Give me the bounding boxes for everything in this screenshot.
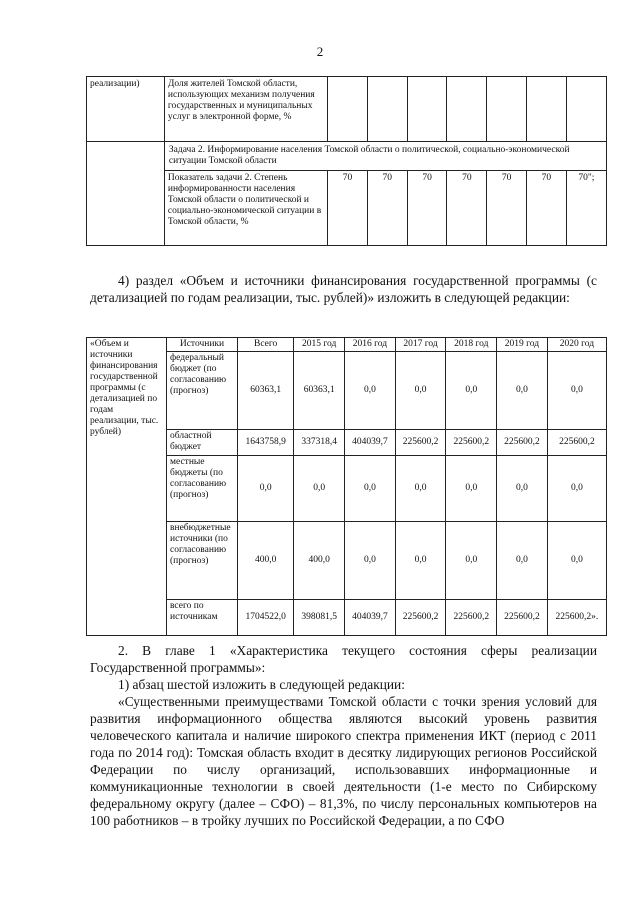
value-cell: 0,0 (547, 352, 606, 430)
value-cell: 225600,2 (547, 430, 606, 456)
empty-cell (566, 77, 606, 142)
value-cell: 337318,4 (294, 430, 345, 456)
source-total: всего по источникам (167, 600, 238, 636)
indicator-1-label: Доля жителей Томской области, использующих механизм получения государственных и муниципальных услуг в электронной форме, % (164, 77, 327, 142)
page-number: 2 (316, 44, 324, 59)
chapter-paragraph: 2. В главе 1 «Характеристика текущего состояния сферы реализации Государственной программы»: (90, 643, 597, 675)
section-4-paragraph: 4) раздел «Объем и источники финансирования государственной программы (с детализацией по годам реализации, тыс. рублей)» изложить в следующей редакции: (90, 273, 597, 305)
source-extrabudgetary: внебюджетные источники (по согласованию (прогноз) (167, 522, 238, 600)
value-cell: 225600,2 (497, 600, 548, 636)
value-cell: 404039,7 (345, 430, 396, 456)
value-cell: 0,0 (345, 352, 396, 430)
source-local: местные бюджеты (по согласованию (прогноз) (167, 456, 238, 522)
funding-table (86, 337, 607, 636)
empty-cell (367, 77, 407, 142)
header-year: 2019 год (497, 338, 548, 352)
value-cell: 0,0 (446, 522, 497, 600)
indicator-2-value: 70 (447, 171, 487, 246)
empty-cell (328, 77, 368, 142)
value-cell: 0,0 (547, 522, 606, 600)
header-year: 2016 год (345, 338, 396, 352)
indicator-2-value: 70"; (566, 171, 606, 246)
value-cell: 225600,2 (497, 430, 548, 456)
item-1-paragraph: 1) абзац шестой изложить в следующей редакции: (118, 677, 405, 692)
value-cell: 225600,2 (395, 600, 446, 636)
empty-cell (487, 77, 527, 142)
value-cell: 0,0 (345, 522, 396, 600)
empty-cell (407, 77, 447, 142)
value-cell: 0,0 (395, 352, 446, 430)
value-cell: 225600,2». (547, 600, 606, 636)
indicator-2-value: 70 (407, 171, 447, 246)
realization-cell: реализации) (87, 77, 165, 142)
value-cell: 0,0 (345, 456, 396, 522)
value-cell: 60363,1 (238, 352, 294, 430)
value-cell: 400,0 (294, 522, 345, 600)
indicator-2-value: 70 (527, 171, 567, 246)
funding-row-label: «Объем и источники финансирования государственной программы (с детализацией по годам реализации, тыс. рублей) (87, 338, 167, 636)
header-year: 2017 год (395, 338, 446, 352)
value-cell: 0,0 (497, 456, 548, 522)
header-sources: Источники (167, 338, 238, 352)
header-year: 2015 год (294, 338, 345, 352)
empty-cell (527, 77, 567, 142)
value-cell: 0,0 (238, 456, 294, 522)
source-regional: областной бюджет (167, 430, 238, 456)
indicator-2-value: 70 (487, 171, 527, 246)
value-cell: 0,0 (294, 456, 345, 522)
source-federal: федеральный бюджет (по согласованию (прогноз) (167, 352, 238, 430)
value-cell: 1643758,9 (238, 430, 294, 456)
header-year: 2018 год (446, 338, 497, 352)
indicator-2-value: 70 (328, 171, 368, 246)
value-cell: 0,0 (446, 456, 497, 522)
value-cell: 60363,1 (294, 352, 345, 430)
value-cell: 225600,2 (446, 430, 497, 456)
value-cell: 0,0 (497, 522, 548, 600)
value-cell: 0,0 (395, 456, 446, 522)
indicator-2-value: 70 (367, 171, 407, 246)
value-cell: 225600,2 (395, 430, 446, 456)
value-cell: 400,0 (238, 522, 294, 600)
value-cell: 0,0 (395, 522, 446, 600)
empty-left-cell (87, 142, 165, 246)
value-cell: 398081,5 (294, 600, 345, 636)
task-2-row: Задача 2. Информирование населения Томской области о политической, социально-экономической ситуации Томской области (164, 142, 606, 171)
indicator-2-label: Показатель задачи 2. Степень информированности населения Томской области о политической и социально-экономической ситуации в Томской области, % (164, 171, 327, 246)
value-cell: 0,0 (497, 352, 548, 430)
value-cell: 1704522,0 (238, 600, 294, 636)
value-cell: 404039,7 (345, 600, 396, 636)
value-cell: 0,0 (547, 456, 606, 522)
header-total: Всего (238, 338, 294, 352)
empty-cell (447, 77, 487, 142)
value-cell: 225600,2 (446, 600, 497, 636)
header-year: 2020 год (547, 338, 606, 352)
quote-paragraph: «Существенными преимуществами Томской области с точки зрения условий для развития информационного общества являются высокий уровень развития человеческого капитала и наличие широкого спектра применения ИКТ (период с 2011 года по 2014 год): Томская область входит в десятку лидирующих регионов Российской Федерации по числу организаций, использовавших информационные и коммуникационные технологии в своей деятельности (1-е место по Сибирскому федеральному округу (далее – СФО) – 81,3%, по числу персональных компьютеров на 100 работников – в тройку лучших по Российской Федерации, а по СФО (90, 694, 597, 828)
indicators-table (86, 76, 607, 246)
value-cell: 0,0 (446, 352, 497, 430)
